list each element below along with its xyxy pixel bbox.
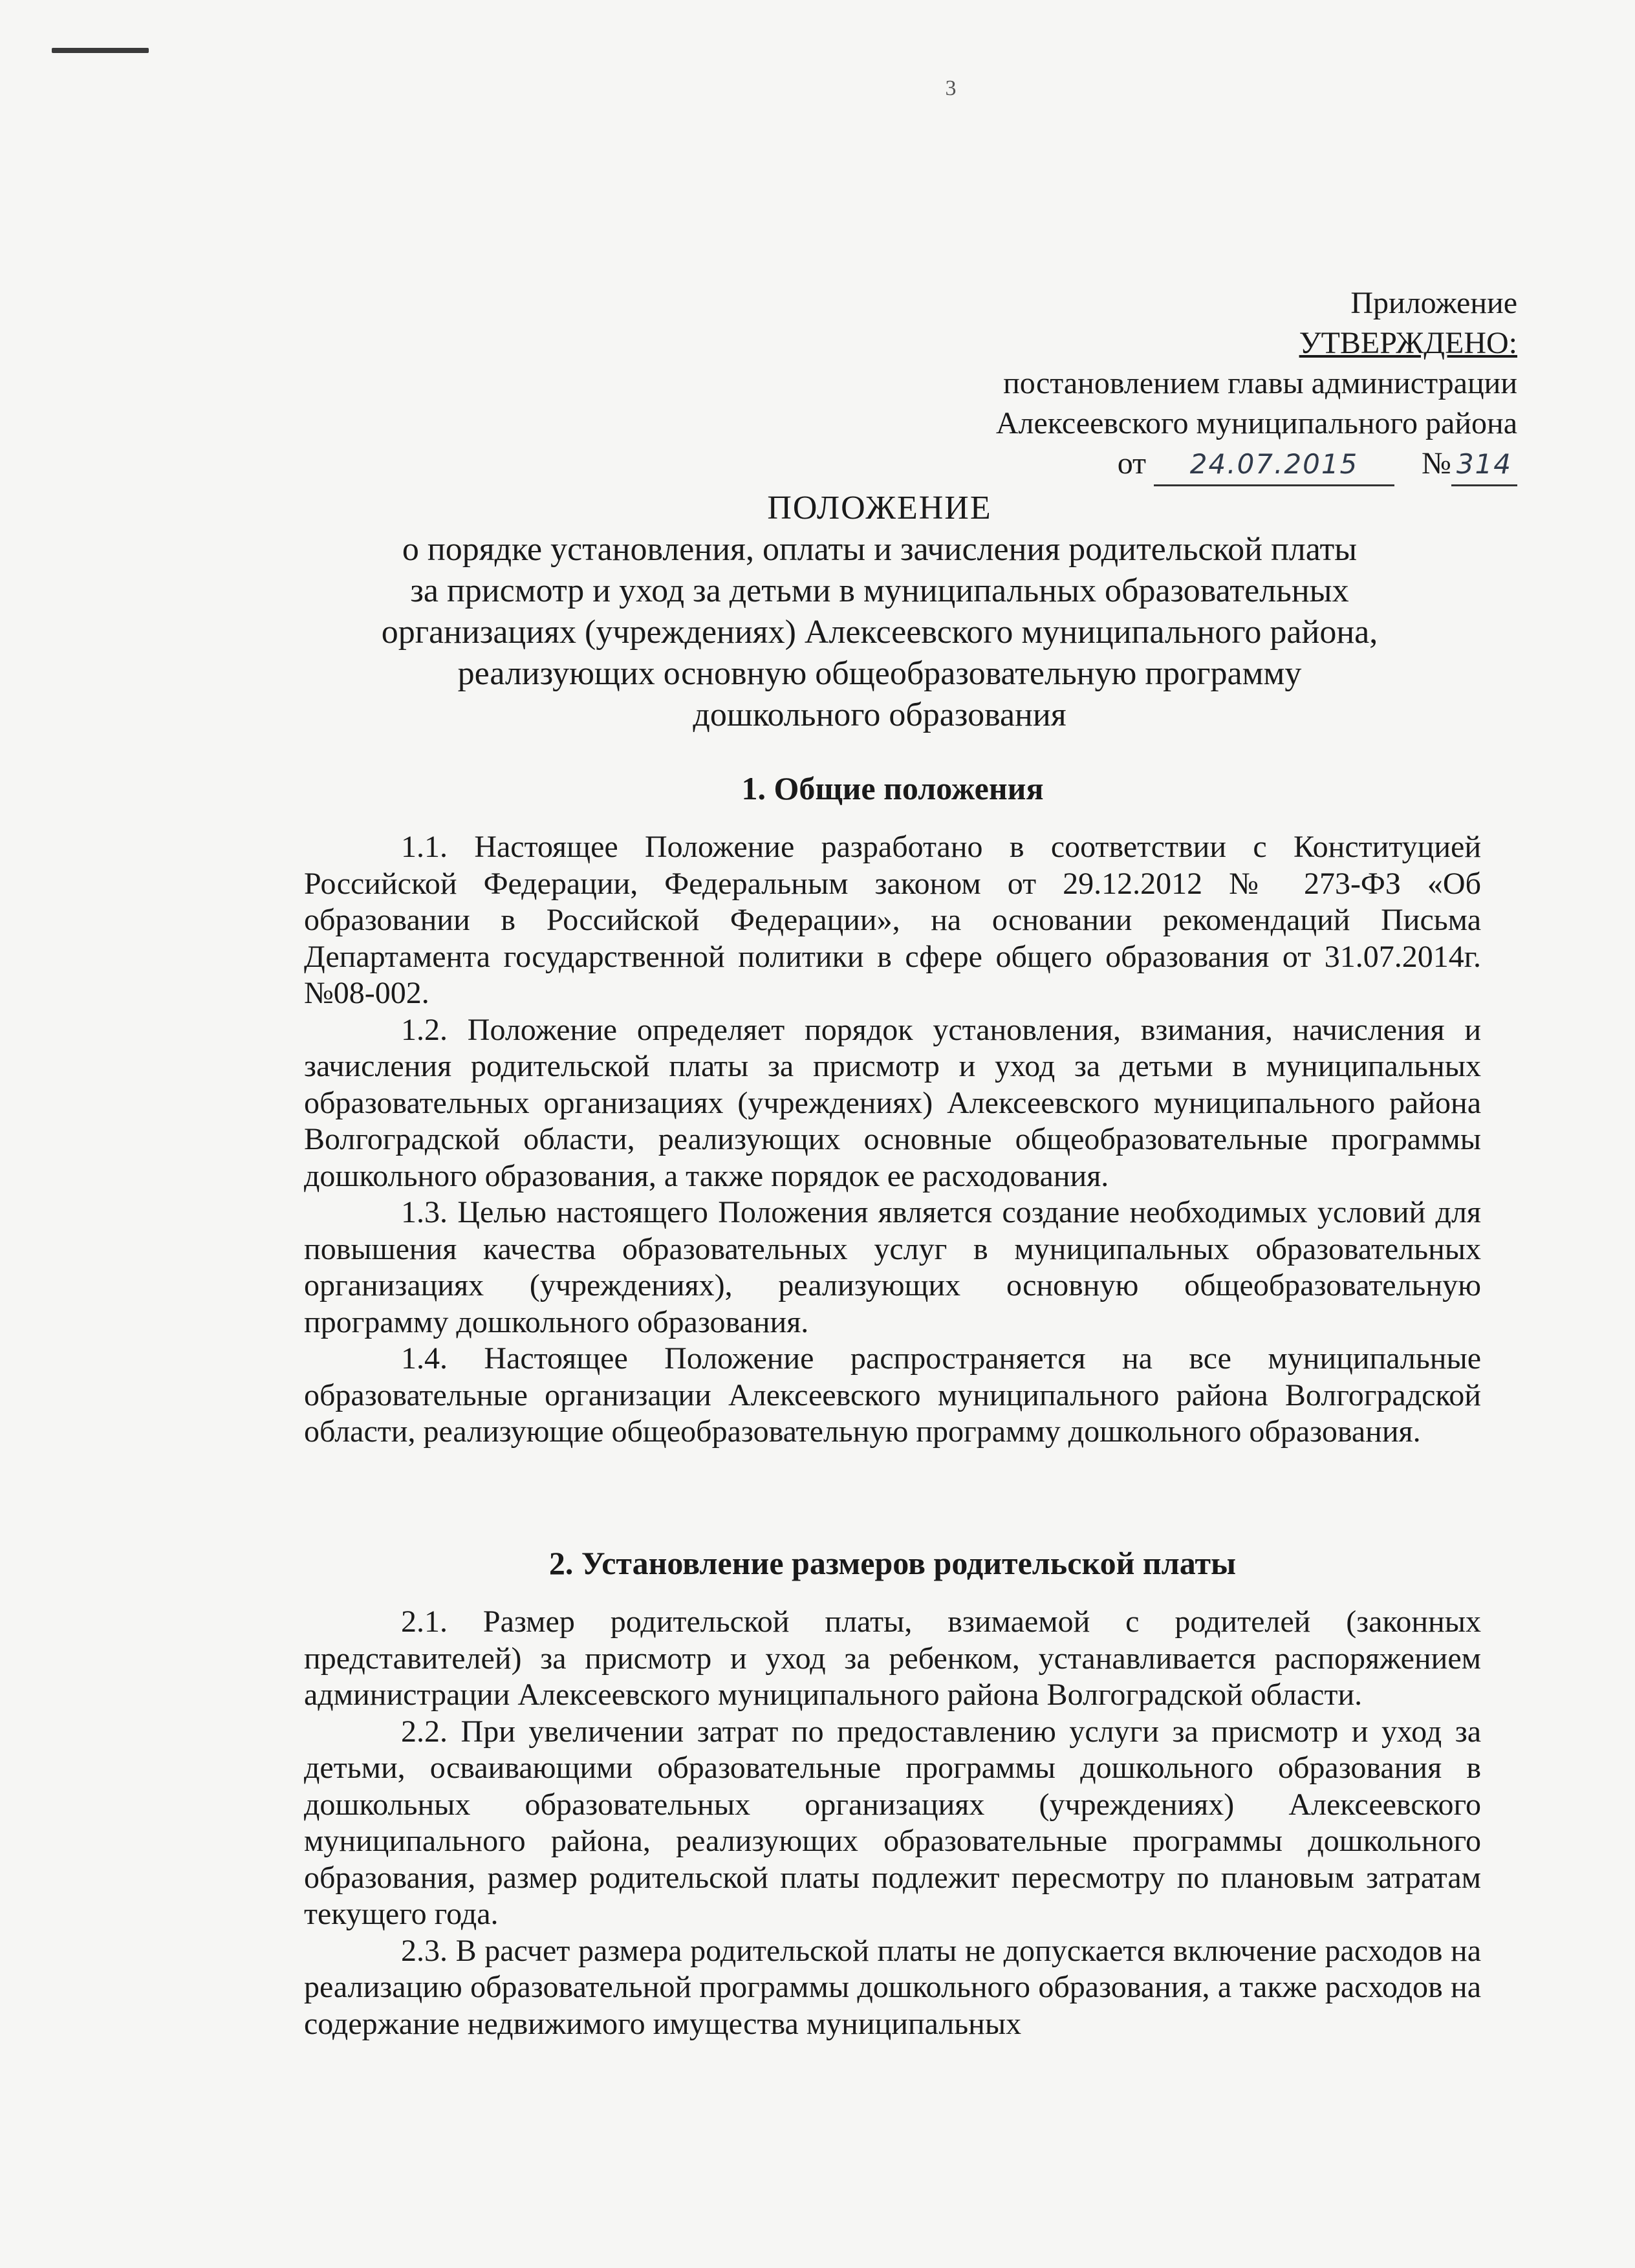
paragraph-1-4: 1.4. Настоящее Положение распространяется на все муниципальные образовательные организации Алексеевского муниципального района Волгоградской области, реализующие общеобразовательную программу дошкольного образования. <box>304 1341 1481 1449</box>
paragraph-2-2: 2.2. При увеличении затрат по предоставлению услуги за присмотр и уход за детьми, осваивающими образовательные программы дошкольного образования в дошкольных образовательных организациях (учреждениях) Алексеевского муниципального района, реализующих образовательные программы дошкольного образования, размер родительской платы подлежит пересмотру по плановым затратам текущего года. <box>304 1714 1481 1931</box>
paragraph-1-1: 1.1. Настоящее Положение разработано в соответствии с Конституцией Российской Федерации, Федеральным законом от 29.12.2012 № 273-ФЗ «Об образовании в Российской Федерации», на основании рекомендаций Письма Департамента государственной политики в сфере общего образования от 31.07.2014г. №08-002. <box>304 830 1481 1010</box>
date-number-line <box>750 444 1517 486</box>
title-line: реализующих основную общеобразовательную программу <box>457 655 1302 692</box>
paragraph-1-2: 1.2. Положение определяет порядок установления, взимания, начисления и зачисления родительской платы за присмотр и уход за детьми в муниципальных образовательных организациях (учреждениях) Алексеевского муниципального района Волгоградской области, реализующих основные общеобразовательные программы дошкольного образования, а также порядок ее расходования. <box>304 1012 1481 1193</box>
title-line: о порядке установления, оплаты и зачисления родительской платы <box>402 531 1358 568</box>
paragraph-2-3: 2.3. В расчет размера родительской платы не допускается включение расходов на реализацию образовательной программы дошкольного образования, а также расходов на содержание недвижимого имущества муниципальных <box>304 1933 1481 2041</box>
section-2-body <box>304 1604 1481 2042</box>
number-prefix: № <box>1422 446 1451 481</box>
section-2-heading: 2. Установление размеров родительской платы <box>548 1545 1237 1581</box>
paragraph-2-1: 2.1. Размер родительской платы, взимаемой с родителей (законных представителей) за присмотр и уход за ребенком, устанавливается распоряжением администрации Алексеевского муниципального района Волгоградской области. <box>304 1604 1481 1712</box>
date-prefix: от <box>1117 446 1147 481</box>
document-title <box>304 488 1455 736</box>
district-label: Алексеевского муниципального района <box>995 406 1517 440</box>
title-line: организациях (учреждениях) Алексеевского муниципального района, <box>381 614 1378 651</box>
handwritten-number: 314 <box>1451 444 1517 486</box>
title-line: дошкольного образования <box>693 697 1067 733</box>
section-1-body <box>304 829 1481 1451</box>
title-line: за присмотр и уход за детьми в муниципальных образовательных <box>410 572 1349 609</box>
page-number: 3 <box>945 76 957 100</box>
resolution-label: постановлением главы администрации <box>1003 366 1517 400</box>
section-1-heading: 1. Общие положения <box>741 770 1044 806</box>
scan-mark <box>52 48 149 53</box>
paragraph-1-3: 1.3. Целью настоящего Положения является создание необходимых условий для повышения качества образовательных услуг в муниципальных образовательных организациях (учреждениях), реализующих основную общеобразовательную программу дошкольного образования. <box>304 1195 1481 1339</box>
appendix-label: Приложение <box>1350 286 1517 320</box>
approved-label: УТВЕРЖДЕНО: <box>1299 326 1517 360</box>
handwritten-date: 24.07.2015 <box>1154 444 1394 486</box>
title-main: ПОЛОЖЕНИЕ <box>767 490 992 526</box>
approval-header <box>750 283 1517 486</box>
